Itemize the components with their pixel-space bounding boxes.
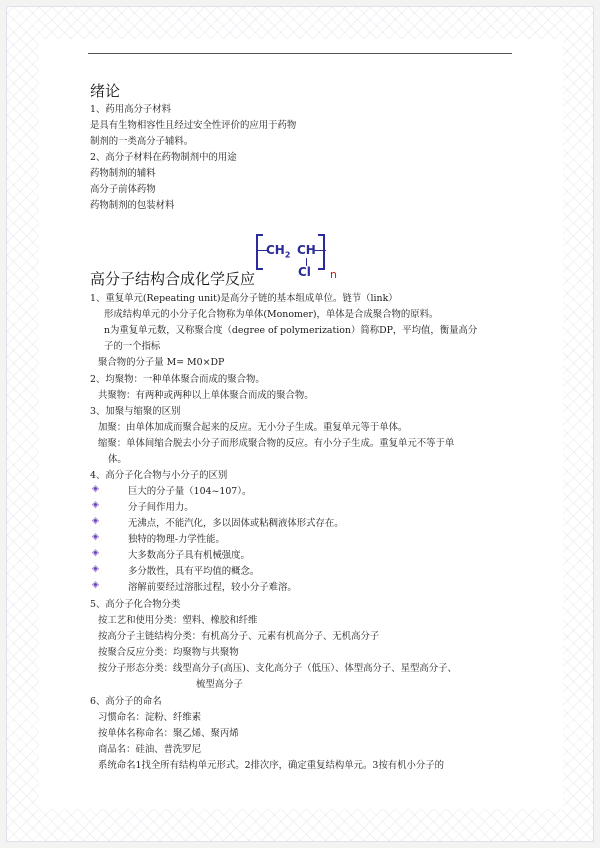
text-line: 按分子形态分类：线型高分子(高压)、支化高分子（低压）、体型高分子、星型高分子、 [98,663,457,674]
text-line: 共聚物：有两种或两种以上单体聚合而成的聚合物。 [98,390,314,401]
formula-ch: CH [297,243,316,257]
bullet-item: 分子间作用力。 [128,502,194,513]
text-line: 2、高分子材料在药物制剂中的用途 [90,152,237,163]
bullet-item: 无沸点，不能汽化，多以固体或粘稠液体形式存在。 [128,518,344,529]
diamond-bullet-icon: ◈ [92,532,99,542]
text-line: 按工艺和使用分类：塑料、橡胶和纤维 [98,615,258,626]
text-line: 高分子前体药物 [90,184,156,195]
text-line: 系统命名1找全所有结构单元形式。2排次序，确定重复结构单元。3按有机小分子的 [98,760,445,771]
text-line: 药物制剂的辅料 [90,168,156,179]
text-line: 4、高分子化合物与小分子的区别 [90,470,228,481]
text-line: 1、重复单元(Repeating unit)是高分子链的基本组成单位。链节（link） [90,293,398,304]
text-line: 梳型高分子 [196,679,243,690]
text-line: 6、高分子的命名 [90,696,162,707]
bullet-item: 多分散性，具有平均值的概念。 [128,566,260,577]
text-line: 1、药用高分子材料 [90,104,171,115]
text-line: n为重复单元数，又称聚合度（degree of polymerization）简称DP，平均值，衡量高分 [104,325,478,336]
text-line: 3、加聚与缩聚的区别 [90,406,181,417]
text-line: 按聚合反应分类：均聚物与共聚物 [98,647,239,658]
bullet-item: 独特的物理-力学性能。 [128,534,225,545]
text-line: 商品名：硅油、普洗罗尼 [98,744,202,755]
diamond-bullet-icon: ◈ [92,500,99,510]
section-title-polymer-structure: 高分子结构合成化学反应 [90,270,256,288]
diamond-bullet-icon: ◈ [92,548,99,558]
formula-ch2-main: CH [266,243,285,257]
formula-ch2 [266,243,290,259]
formula-right-bracket [318,234,325,270]
text-line: 2、均聚物：一种单体聚合而成的聚合物。 [90,374,265,385]
text-line: 体。 [108,454,127,465]
diamond-bullet-icon: ◈ [92,484,99,494]
formula-n: n [330,268,337,281]
text-line: 缩聚：单体间缩合脱去小分子而形成聚合物的反应。有小分子生成。重复单元不等于单 [98,438,455,449]
diamond-bullet-icon: ◈ [92,564,99,574]
text-line: 5、高分子化合物分类 [90,599,181,610]
formula-ch2-subscript: 2 [284,250,291,260]
formula-cl: Cl [298,265,311,279]
text-line: 制剂的一类高分子辅料。 [90,136,194,147]
bullet-item: 溶解前要经过溶胀过程，较小分子难溶。 [128,582,297,593]
text-line: 是具有生物相容性且经过安全性评价的应用于药物 [90,120,297,131]
text-line: 加聚：由单体加成而聚合起来的反应。无小分子生成。重复单元等于单体。 [98,422,408,433]
header-rule [88,53,512,54]
pvc-repeat-unit-formula [250,228,340,284]
formula-left-bracket [256,234,263,270]
section-title-intro: 绪论 [90,82,121,100]
text-line: 形成结构单元的小分子化合物称为单体(Monomer)，单体是合成聚合物的原料。 [104,309,439,320]
text-line: 按高分子主链结构分类：有机高分子、元素有机高分子、无机高分子 [98,631,380,642]
diamond-bullet-icon: ◈ [92,516,99,526]
text-line: 子的一个指标 [104,341,161,352]
text-line: 习惯命名：淀粉、纤维素 [98,712,202,723]
bullet-item: 巨大的分子量（104~107）。 [128,486,252,497]
text-line: 按单体名称命名：聚乙烯、聚丙烯 [98,728,239,739]
text-line: 药物制剂的包装材料 [90,200,175,211]
diamond-bullet-icon: ◈ [92,580,99,590]
text-line: 聚合物的分子量 M= M0×DP [98,357,225,368]
bullet-item: 大多数高分子具有机械强度。 [128,550,250,561]
